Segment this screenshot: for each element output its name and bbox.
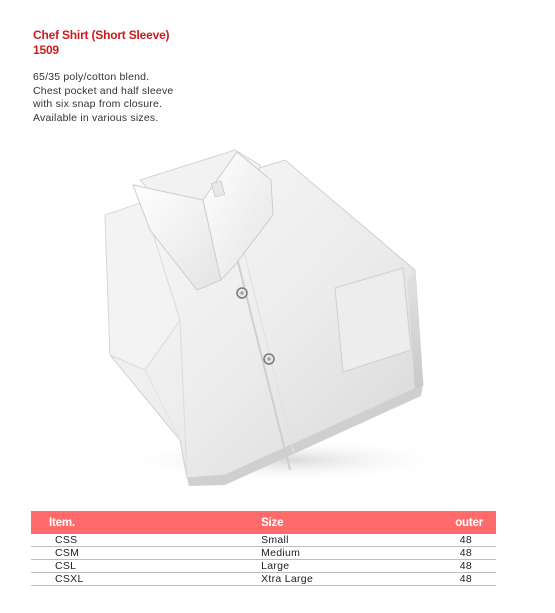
table-row bbox=[31, 560, 496, 573]
cell-item: CSM bbox=[31, 547, 254, 560]
cell-outer: 48 bbox=[455, 560, 496, 573]
cell-size: Medium bbox=[254, 547, 455, 560]
cell-item: CSS bbox=[31, 534, 254, 547]
cell-item: CSXL bbox=[31, 573, 254, 586]
size-table bbox=[31, 511, 496, 586]
column-header-outer: outer bbox=[455, 511, 496, 534]
product-title-block bbox=[33, 28, 169, 58]
cell-item: CSL bbox=[31, 560, 254, 573]
cell-outer: 48 bbox=[455, 547, 496, 560]
cell-size: Large bbox=[254, 560, 455, 573]
column-header-item: Item. bbox=[31, 511, 254, 534]
table-row bbox=[31, 573, 496, 586]
product-description bbox=[33, 71, 233, 125]
description-line: with six snap from closure. bbox=[33, 98, 163, 110]
table-row bbox=[31, 534, 496, 547]
cell-size: Small bbox=[254, 534, 455, 547]
cell-outer: 48 bbox=[455, 573, 496, 586]
description-line: 65/35 poly/cotton blend. bbox=[33, 71, 150, 83]
description-line: Available in various sizes. bbox=[33, 111, 159, 124]
product-title: Chef Shirt (Short Sleeve) bbox=[33, 28, 170, 42]
table-row bbox=[31, 547, 496, 560]
column-header-size: Size bbox=[254, 511, 455, 534]
product-photo bbox=[85, 140, 455, 490]
table-header-row bbox=[31, 511, 496, 534]
product-code: 1509 bbox=[33, 43, 59, 57]
cell-outer: 48 bbox=[455, 534, 496, 547]
cell-size: Xtra Large bbox=[254, 573, 455, 586]
description-line: Chest pocket and half sleeve bbox=[33, 84, 174, 97]
